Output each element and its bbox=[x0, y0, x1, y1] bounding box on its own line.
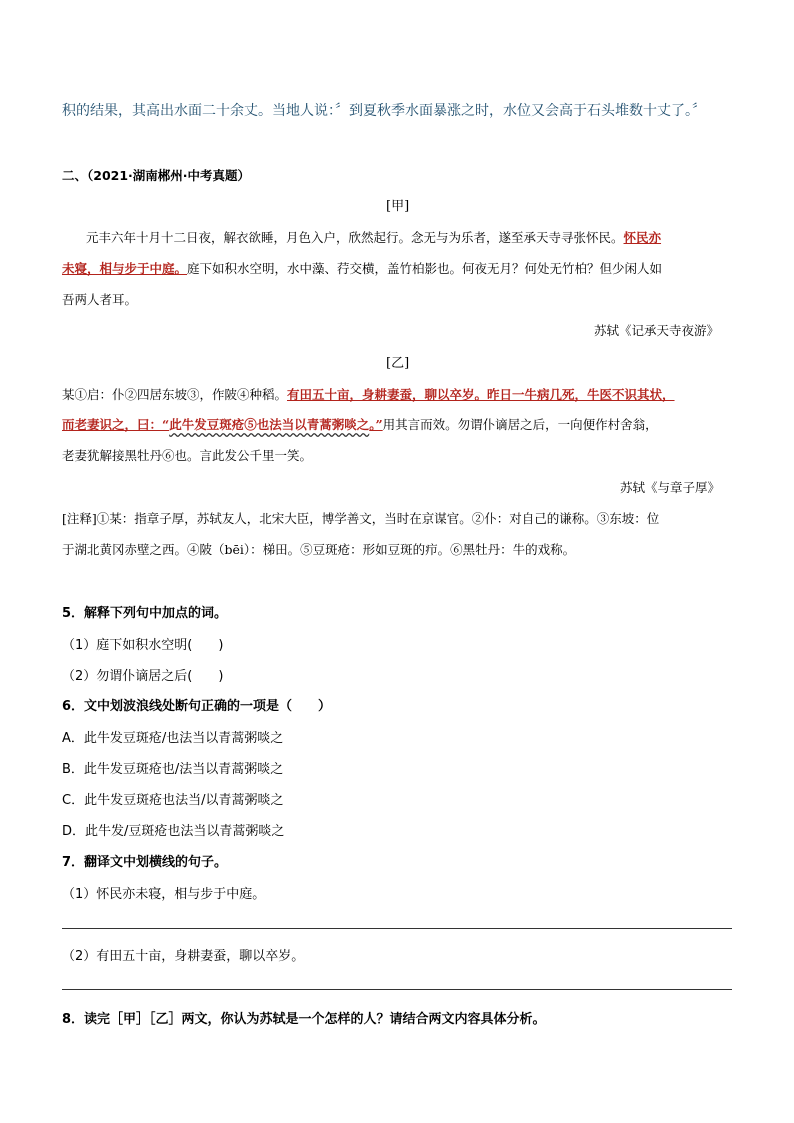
question-6-option-b: B．此牛发豆斑疮也/法当以青蒿粥啖之 bbox=[62, 762, 284, 777]
underlined-sentence-1-cont: 未寝，相与步于中庭。 bbox=[62, 261, 188, 276]
answer-line-2 bbox=[62, 989, 732, 990]
passage-b-line-3: 老妻犹解接黑牡丹⑥也。言此发公千里一笑。 bbox=[62, 448, 313, 463]
passage-a-line-2 bbox=[62, 259, 662, 277]
question-7-item-2: （2）有田五十亩，身耕妻蚕，聊以卒岁。 bbox=[62, 949, 305, 964]
notes-line-2: 于湖北黄冈赤壁之西。④陂（bēi）：梯田。⑤豆斑疮：形如豆斑的疖。⑥黑牡丹：牛的戏称。 bbox=[62, 542, 576, 557]
question-6: 6．文中划波浪线处断句正确的一项是（ ） bbox=[62, 699, 332, 714]
quote-close: 。” bbox=[369, 417, 383, 432]
passage-a-line-1 bbox=[86, 228, 661, 246]
section-heading: 二、（2021·湖南郴州·中考真题） bbox=[62, 168, 251, 183]
passage-b-text: 某①启：仆②四居东坡③，作陂④种稻。 bbox=[62, 387, 288, 402]
question-6-option-a: A．此牛发豆斑疮/也法当以青蒿粥啖之 bbox=[62, 731, 284, 746]
question-5: 5．解释下列句中加点的词。 bbox=[62, 606, 228, 621]
passage-a-text: 元丰六年十月十二日夜，解衣欲睡，月色入户，欣然起行。念无与为乐者，遂至承天寺寻张怀民。 bbox=[86, 230, 624, 245]
passage-a-line-3: 吾两人者耳。 bbox=[62, 292, 138, 307]
question-6-option-d: D．此牛发/豆斑疮也法当以青蒿粥啖之 bbox=[62, 824, 285, 839]
passage-b-line-2 bbox=[62, 415, 658, 433]
passage-a-source: 苏轼《记承天寺夜游》 bbox=[594, 323, 720, 338]
question-7-item-1: （1）怀民亦未寝，相与步于中庭。 bbox=[62, 887, 266, 902]
underlined-sentence-2-cont: 而老妻识之，曰：“ bbox=[62, 417, 170, 432]
question-5-item-2: （2）勿谓仆谪居之后( ) bbox=[62, 669, 224, 684]
notes-line-1: [注释]①某：指章子厚，苏轼友人，北宋大臣，博学善文，当时在京谋官。②仆：对自己的谦称。③东坡：位 bbox=[62, 511, 660, 526]
question-7: 7．翻译文中划横线的句子。 bbox=[62, 855, 228, 870]
question-8: 8．读完［甲］［乙］两文，你认为苏轼是一个怎样的人？请结合两文内容具体分析。 bbox=[62, 1012, 546, 1027]
passage-b-line-1 bbox=[62, 385, 675, 403]
lead-line: 积的结果，其高出水面二十余丈。当地人说：〞到夏秋季水面暴涨之时，水位又会高于石头堆数十丈了。〞 bbox=[62, 103, 706, 119]
underlined-sentence-2: 有田五十亩，身耕妻蚕，聊以卒岁。昨日一牛病几死，牛医不识其状， bbox=[287, 387, 675, 402]
question-6-option-c: C．此牛发豆斑疮也法当/以青蒿粥啖之 bbox=[62, 793, 284, 808]
answer-line-1 bbox=[62, 928, 732, 929]
passage-b-text: 用其言而效。勿谓仆谪居之后，一向便作村舍翁， bbox=[382, 417, 658, 432]
passage-a-title: [甲] bbox=[386, 199, 410, 214]
passage-a-text: 庭下如积水空明，水中藻、荇交横，盖竹柏影也。何夜无月？何处无竹柏？但少闲人如 bbox=[187, 261, 663, 276]
underlined-sentence-1: 怀民亦 bbox=[623, 230, 662, 245]
passage-b-title: [乙] bbox=[386, 356, 410, 371]
question-5-item-1: （1）庭下如积水空明( ) bbox=[62, 638, 224, 653]
wavy-underline-sentence: 此牛发豆斑疮⑤也法当以青蒿粥啖之 bbox=[169, 417, 370, 432]
passage-b-source: 苏轼《与章子厚》 bbox=[620, 480, 721, 495]
